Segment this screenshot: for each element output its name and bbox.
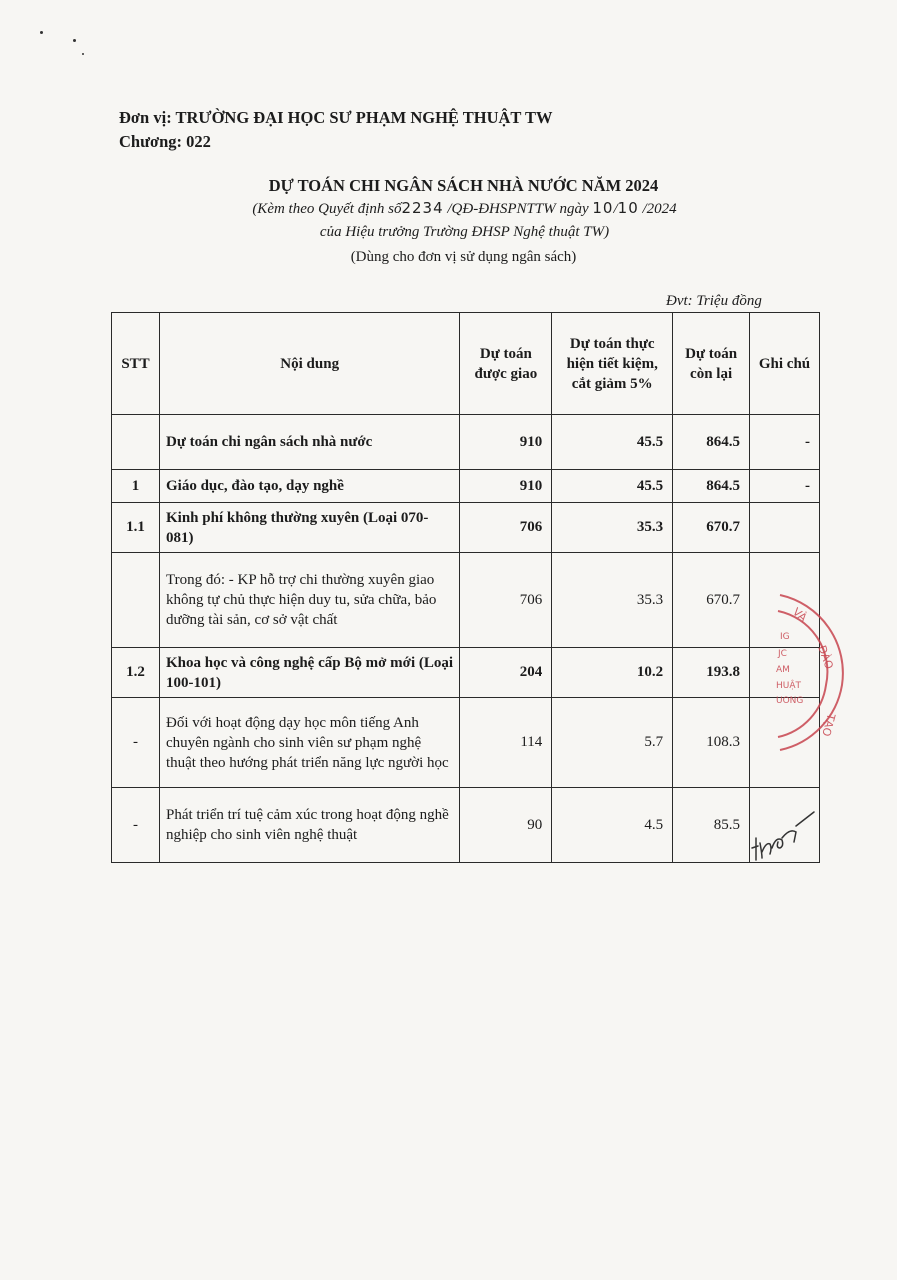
cell-stt [112, 415, 160, 470]
purpose-line: (Dùng cho đơn vị sử dụng ngân sách) [350, 249, 577, 265]
cell-stt [112, 553, 160, 648]
document-title: DỰ TOÁN CHI NGÂN SÁCH NHÀ NƯỚC NĂM 2024 [268, 176, 659, 195]
table-row [112, 415, 820, 470]
cell-assigned: 90 [460, 788, 552, 863]
header-assigned: Dự toán được giao [460, 313, 552, 415]
svg-text:AM: AM [776, 665, 790, 675]
cell-remaining: 670.7 [673, 503, 750, 553]
document-header [119, 106, 552, 154]
cell-assigned: 706 [460, 553, 552, 648]
budget-table [111, 312, 820, 863]
cell-assigned: 910 [460, 415, 552, 470]
cell-saving: 45.5 [552, 470, 673, 503]
cell-note [750, 553, 820, 648]
header-stt: STT [112, 313, 160, 415]
scan-speck [40, 31, 43, 34]
decision-year: /2024 [642, 201, 677, 217]
cell-saving: 5.7 [552, 698, 673, 788]
cell-stt: - [112, 698, 160, 788]
cell-stt: 1.2 [112, 648, 160, 698]
table-row [112, 470, 820, 503]
cell-saving: 35.3 [552, 553, 673, 648]
table-row [112, 698, 820, 788]
unit-note: Đvt: Triệu đồng [666, 293, 762, 309]
table-header-row [112, 313, 820, 415]
cell-assigned: 910 [460, 470, 552, 503]
cell-saving: 35.3 [552, 503, 673, 553]
cell-remaining: 108.3 [673, 698, 750, 788]
cell-note: - [750, 470, 820, 503]
decision-number-handwritten: 2234 [401, 199, 444, 217]
cell-saving: 10.2 [552, 648, 673, 698]
svg-text:VÀ: VÀ [790, 605, 810, 625]
cell-content: Đối với hoạt động dạy học môn tiếng Anh chuyên ngành cho sinh viên sư phạm nghệ thuật theo hướng phát triển năng lực người học [159, 698, 459, 788]
table-row [112, 788, 820, 863]
svg-text:JC: JC [778, 649, 787, 659]
cell-note [750, 503, 820, 553]
title-block [0, 175, 897, 270]
table-row [112, 648, 820, 698]
cell-content: Giáo dục, đào tạo, dạy nghề [159, 470, 459, 503]
svg-text:TẠO: TẠO [819, 712, 838, 738]
decision-month-handwritten: 10 [617, 199, 639, 217]
cell-assigned: 114 [460, 698, 552, 788]
decision-line [32, 197, 897, 221]
cell-assigned: 706 [460, 503, 552, 553]
decision-day-handwritten: 10 [592, 199, 614, 217]
cell-stt: 1 [112, 470, 160, 503]
scan-speck [73, 39, 76, 42]
cell-note [750, 698, 820, 788]
header-note: Ghi chú [750, 313, 820, 415]
cell-note [750, 648, 820, 698]
svg-text:ĐÀO: ĐÀO [815, 643, 836, 671]
header-saving: Dự toán thực hiện tiết kiệm, cắt giảm 5% [552, 313, 673, 415]
cell-stt: 1.1 [112, 503, 160, 553]
cell-assigned: 204 [460, 648, 552, 698]
cell-note: - [750, 415, 820, 470]
svg-text:HUẬT: HUẬT [776, 681, 802, 691]
cell-content: Dự toán chi ngân sách nhà nước [159, 415, 459, 470]
cell-content: Trong đó: - KP hỗ trợ chi thường xuyên giao không tự chủ thực hiện duy tu, sửa chữa, bảo dưỡng tài sản, cơ sở vật chất [159, 553, 459, 648]
table-row [112, 553, 820, 648]
cell-remaining: 864.5 [673, 470, 750, 503]
issuer-line: của Hiệu trưởng Trường ĐHSP Nghệ thuật TW) [319, 224, 610, 240]
cell-content: Khoa học và công nghệ cấp Bộ mở mới (Loại 100-101) [159, 648, 459, 698]
chapter-line: Chương: 022 [119, 132, 211, 151]
cell-saving: 45.5 [552, 415, 673, 470]
cell-note [750, 788, 820, 863]
svg-text:UONG: UONG [776, 696, 804, 706]
cell-remaining: 193.8 [673, 648, 750, 698]
header-content: Nội dung [159, 313, 459, 415]
scan-speck [82, 53, 84, 55]
header-remaining: Dự toán còn lại [673, 313, 750, 415]
cell-remaining: 864.5 [673, 415, 750, 470]
cell-stt: - [112, 788, 160, 863]
table-row [112, 503, 820, 553]
cell-content: Kinh phí không thường xuyên (Loại 070-081) [159, 503, 459, 553]
svg-text:IG: IG [780, 632, 790, 642]
decision-prefix: (Kèm theo Quyết định số [252, 201, 402, 217]
decision-sep: / [613, 201, 618, 217]
cell-saving: 4.5 [552, 788, 673, 863]
decision-middle: /QĐ-ĐHSPNTTW ngày [447, 201, 589, 217]
unit-line: Đơn vị: TRƯỜNG ĐẠI HỌC SƯ PHẠM NGHỆ THUẬT TW [119, 108, 553, 127]
cell-content: Phát triển trí tuệ cảm xúc trong hoạt động nghề nghiệp cho sinh viên nghệ thuật [159, 788, 459, 863]
cell-remaining: 670.7 [673, 553, 750, 648]
cell-remaining: 85.5 [673, 788, 750, 863]
